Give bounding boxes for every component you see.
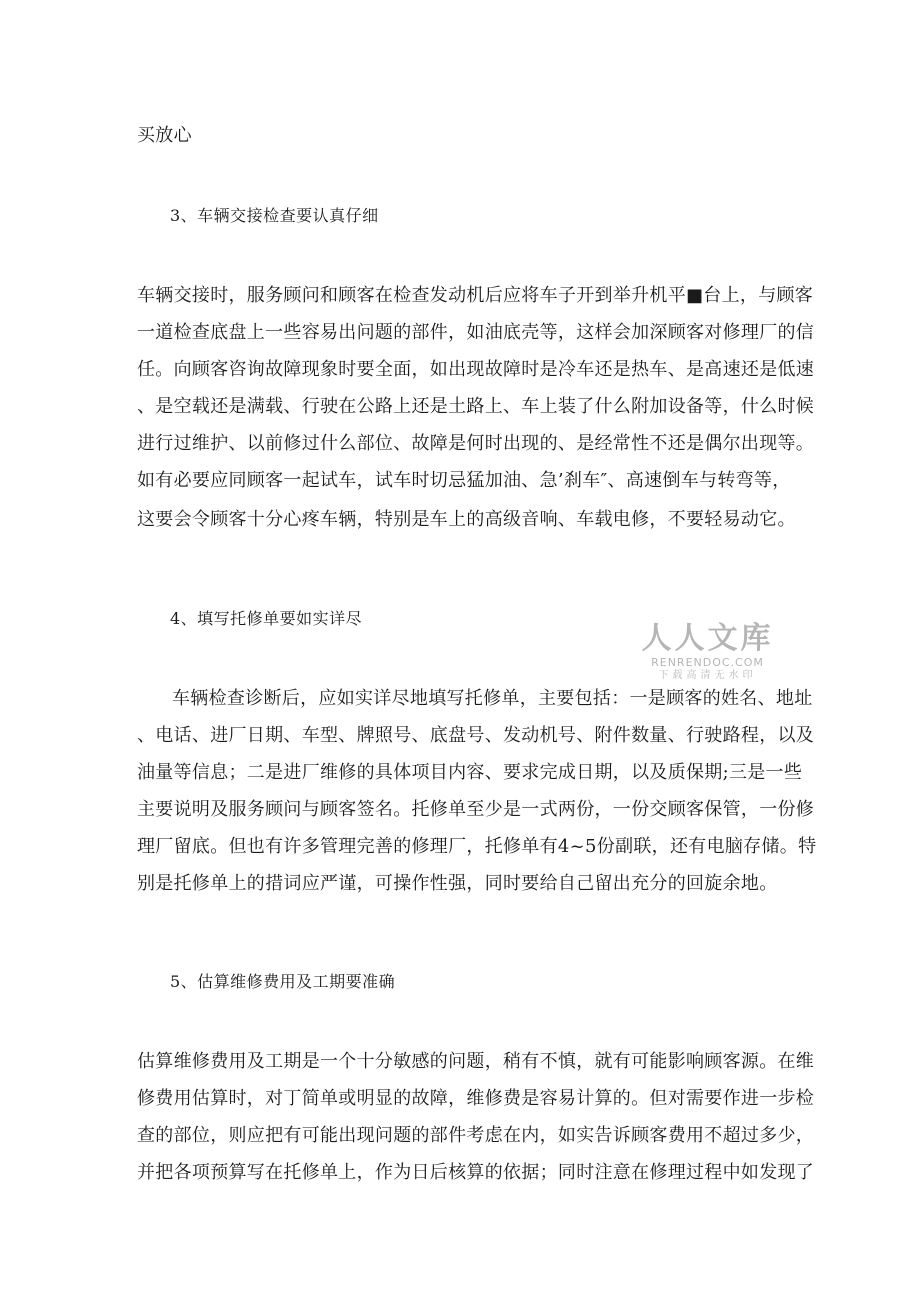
paragraph-line: 修费用估算时，对丁简单或明显的故障，维修费是容易计算的。但对需要作进一步检 bbox=[137, 1088, 815, 1109]
paragraph-line: 一道检查底盘上一些容易出问题的部件，如油底壳等，这样会加深顾客对修理厂的信 bbox=[137, 322, 815, 343]
paragraph-line: 主要说明及服务顾问与顾客签名。托修单至少是一式两份，一份交顾客保管，一份修 bbox=[137, 799, 815, 820]
paragraph-line: 理厂留底。但也有许多管理完善的修理厂，托修单有4~5份副联，还有电脑存储。特 bbox=[137, 836, 817, 857]
paragraph-line: 车辆检查诊断后，应如实详尽地填写托修单，主要包括：一是顾客的姓名、地址 bbox=[172, 688, 813, 709]
paragraph-line: 、是空载还是满载、行驶在公路上还是土路上、车上装了什么附加设备等，什么时候 bbox=[137, 396, 815, 417]
paragraph-line: 、电话、进厂日期、车型、牌照号、底盘号、发动机号、附件数量、行驶路程，以及 bbox=[137, 725, 815, 746]
paragraph-line: 进行过维护、以前修过什么部位、故障是何时出现的、是经常性不还是偶尔出现等。 bbox=[137, 433, 815, 454]
paragraph-line: 并把各项预算写在托修单上，作为日后核算的依据；同时注意在修理过程中如发现了 bbox=[137, 1162, 815, 1183]
section-3-heading: 3、车辆交接检查要认真仔细 bbox=[170, 206, 379, 225]
watermark-logo bbox=[640, 622, 775, 682]
section-4-heading: 4、填写托修单要如实详尽 bbox=[170, 609, 363, 628]
paragraph-line: 这要会令顾客十分心疼车辆，特别是车上的高级音响、车载电修，不要轻易动它。 bbox=[137, 509, 796, 530]
watermark-tagline: 下载高清无水印 bbox=[658, 670, 757, 681]
paragraph-line: 油量等信息；二是进厂维修的具体项目内容、要求完成日期，以及质保期;三是一些 bbox=[137, 762, 803, 783]
watermark-site: RENRENDOC.COM bbox=[651, 656, 764, 669]
intro-line: 买放心 bbox=[137, 125, 192, 146]
paragraph-line: 别是托修单上的措词应严谨，可操作性强，同时要给自己留出充分的回旋余地。 bbox=[137, 873, 778, 894]
paragraph-line: 任。向顾客咨询故障现象时要全面，如出现故障时是冷车还是热车、是高速还是低速 bbox=[137, 359, 815, 380]
paragraph-line: 如有必要应同顾客一起试车，试车时切忌猛加油、急’刹车″、高速倒车与转弯等， bbox=[137, 470, 791, 491]
paragraph-line: 估算维修费用及工期是一个十分敏感的问题，稍有不慎，就有可能影响顾客源。在维 bbox=[137, 1051, 815, 1072]
paragraph-line: 查的部位，则应把有可能出现问题的部件考虑在内，如实告诉顾客费用不超过多少， bbox=[137, 1125, 815, 1146]
paragraph-line: 车辆交接时，服务顾问和顾客在检查发动机后应将车子开到举升机平■台上，与顾客 bbox=[137, 285, 814, 306]
section-5-heading: 5、估算维修费用及工期要准确 bbox=[170, 972, 396, 991]
watermark-title: 人人文库 bbox=[641, 621, 774, 656]
